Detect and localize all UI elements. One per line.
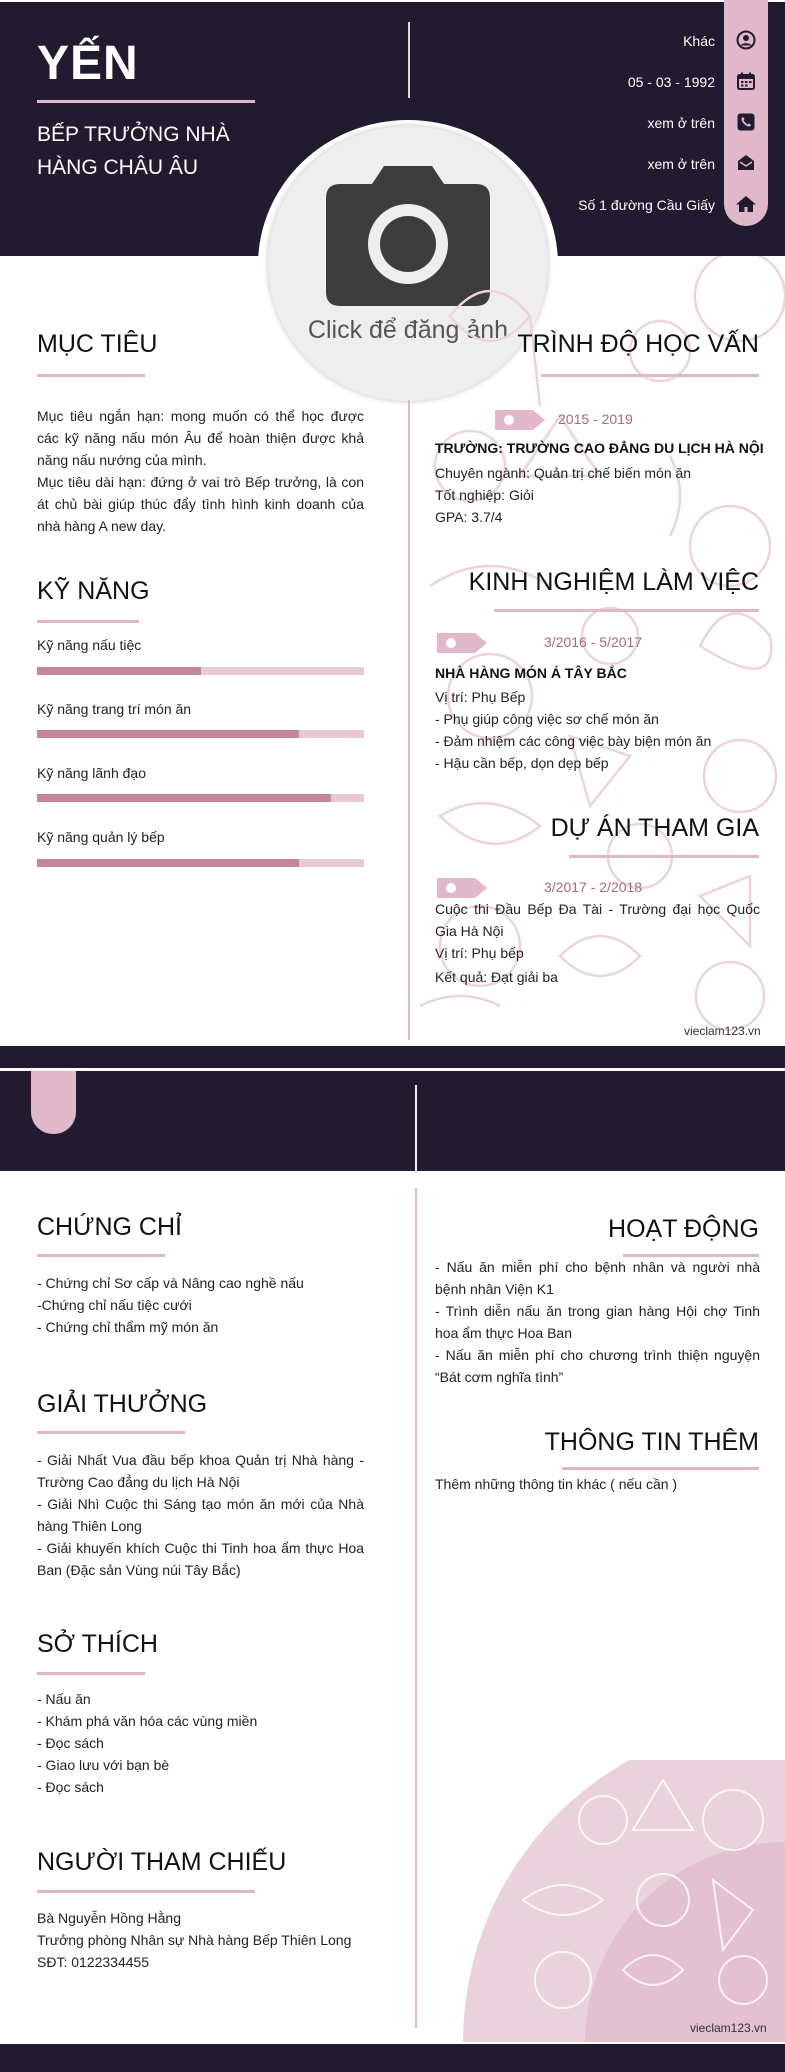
envelope-icon <box>733 150 759 176</box>
extra-info-text[interactable]: Thêm những thông tin khác ( nếu cần ) <box>435 1476 678 1492</box>
skill-bar[interactable] <box>37 859 364 867</box>
phone-text[interactable]: xem ở trên <box>647 115 715 131</box>
food-pattern-circle <box>463 1760 785 2042</box>
home-icon <box>733 191 759 217</box>
skill-bar[interactable] <box>37 667 364 675</box>
objective-long-term: Mục tiêu dài hạn: đứng ở vai trò Bếp trưởng, là con át chủ bài giúp thúc đẩy tình hình kinh doanh của nhà hàng A new day. <box>37 474 364 534</box>
activity-item: - Trình diễn nấu ăn trong gian hàng Hội chợ Tinh hoa ẩm thực Hoa Ban <box>435 1303 760 1341</box>
activity-item: - Nấu ăn miễn phí cho bệnh nhân và người nhà bệnh nhân Viện K1 <box>435 1259 760 1297</box>
education-gpa[interactable]: GPA: 3.7/4 <box>435 509 503 525</box>
experience-date[interactable]: 3/2016 - 5/2017 <box>544 634 643 650</box>
activities-heading[interactable]: HOẠT ĐỘNG <box>608 1215 759 1243</box>
page-2-header-band <box>0 1071 785 1171</box>
projects-heading-rule <box>569 855 759 858</box>
skill-label[interactable]: Kỹ năng quản lý bếp <box>37 829 165 845</box>
project-result[interactable]: Kết quả: Đạt giải ba <box>435 969 558 985</box>
skill-bar[interactable] <box>37 794 364 802</box>
certificate-item: -Chứng chỉ nấu tiệc cưới <box>37 1297 192 1313</box>
education-grade[interactable]: Tốt nghiệp: Giỏi <box>435 487 534 503</box>
experience-company[interactable]: NHÀ HÀNG MÓN Á TÂY BẮC <box>435 665 627 681</box>
skill-bar-fill <box>37 794 331 802</box>
certificate-item: - Chứng chỉ thẩm mỹ món ăn <box>37 1319 219 1335</box>
experience-heading-rule <box>494 609 759 612</box>
hobby-item: - Đọc sách <box>37 1779 104 1795</box>
address-text[interactable]: Số 1 đường Cầu Giấy <box>578 197 715 213</box>
hobby-item: - Khám phá văn hóa các vùng miền <box>37 1713 258 1729</box>
activities-list[interactable] <box>435 1256 760 1388</box>
hobbies-heading-rule <box>37 1672 145 1675</box>
education-date[interactable]: 2015 - 2019 <box>558 411 633 427</box>
user-circle-icon <box>733 27 759 53</box>
watermark: vieclam123.vn <box>684 1024 761 1038</box>
education-heading[interactable]: TRÌNH ĐỘ HỌC VẤN <box>517 330 759 358</box>
skill-label[interactable]: Kỹ năng lãnh đạo <box>37 765 146 781</box>
hobby-item: - Nấu ăn <box>37 1691 91 1707</box>
references-block[interactable] <box>37 1907 377 1973</box>
watermark: vieclam123.vn <box>690 2021 767 2035</box>
certificates-heading[interactable]: CHỨNG CHỈ <box>37 1213 182 1241</box>
objective-text[interactable] <box>37 405 364 537</box>
references-heading[interactable]: NGƯỜI THAM CHIẾU <box>37 1848 287 1876</box>
awards-list[interactable] <box>37 1449 364 1581</box>
phone-icon <box>733 109 759 135</box>
page-1-footer-band <box>0 1046 785 1068</box>
tag-marker-icon <box>437 633 487 653</box>
skills-heading[interactable]: KỸ NĂNG <box>37 577 150 605</box>
hobbies-heading[interactable]: SỞ THÍCH <box>37 1630 158 1658</box>
name-underline <box>37 100 255 103</box>
awards-heading-rule <box>37 1431 185 1434</box>
hobbies-list[interactable] <box>37 1688 364 1798</box>
award-item: - Giải Nhất Vua đầu bếp khoa Quản trị Nhà hàng - Trường Cao đẳng du lịch Hà Nội <box>37 1452 364 1490</box>
education-major[interactable]: Chuyên ngành: Quản trị chế biến món ăn <box>435 465 692 481</box>
references-heading-rule <box>37 1890 255 1893</box>
skill-bar-fill <box>37 667 201 675</box>
objective-short-term: Mục tiêu ngắn hạn: mong muốn có thể học được các kỹ năng nấu món Âu để hoàn thiện được khả năng nấu nướng của mình. <box>37 408 364 468</box>
candidate-name[interactable]: YẾN <box>37 37 139 90</box>
job-title[interactable] <box>37 118 277 184</box>
calendar-icon <box>733 68 759 94</box>
project-position[interactable]: Vị trí: Phụ bếp <box>435 945 524 961</box>
skill-label[interactable]: Kỹ năng nấu tiệc <box>37 637 142 653</box>
project-name[interactable]: Cuộc thi Đầu Bếp Đa Tài - Trường đại học Quốc Gia Hà Nội <box>435 901 760 939</box>
hobby-item: - Đọc sách <box>37 1735 104 1751</box>
project-date[interactable]: 3/2017 - 2/2018 <box>544 879 643 895</box>
avatar-upload-caption[interactable]: Click để đăng ảnh <box>307 316 509 344</box>
objective-heading-rule <box>37 374 145 377</box>
award-item: - Giải khuyến khích Cuộc thi Tinh hoa ẩm thực Hoa Ban (Đặc sản Vùng núi Tây Bắc) <box>37 1540 364 1578</box>
experience-duty[interactable]: - Đảm nhiệm các công việc bày biện món ăn <box>435 733 712 749</box>
extra-info-heading[interactable]: THÔNG TIN THÊM <box>544 1428 759 1456</box>
tag-marker-icon <box>495 410 545 430</box>
header-top-divider <box>0 0 785 2</box>
experience-duty[interactable]: - Phụ giúp công việc sơ chế món ăn <box>435 711 659 727</box>
objective-heading[interactable]: MỤC TIÊU <box>37 330 158 358</box>
job-title-line-1: BẾP TRƯỞNG NHÀ <box>37 123 230 146</box>
reference-title: Trưởng phòng Nhân sự Nhà hàng Bếp Thiên Long <box>37 1932 352 1948</box>
column-divider <box>408 400 410 1040</box>
skill-bar-fill <box>37 730 299 738</box>
birthday-text[interactable]: 05 - 03 - 1992 <box>627 74 715 90</box>
skill-label[interactable]: Kỹ năng trang trí món ăn <box>37 701 192 717</box>
hobby-item: - Giao lưu với bạn bè <box>37 1757 170 1773</box>
email-text[interactable]: xem ở trên <box>647 156 715 172</box>
experience-duty[interactable]: - Hậu cần bếp, dọn dẹp bếp <box>435 755 609 771</box>
education-school[interactable]: TRƯỜNG: TRƯỜNG CAO ĐẲNG DU LỊCH HÀ NỘI <box>435 440 764 456</box>
job-title-line-2: HÀNG CHÂU ÂU <box>37 156 199 179</box>
activity-item: - Nấu ăn miễn phí cho chương trình thiện nguyện “Bát cơm nghĩa tình” <box>435 1347 760 1385</box>
projects-heading[interactable]: DỰ ÁN THAM GIA <box>550 814 759 842</box>
reference-phone: SĐT: 0122334455 <box>37 1954 150 1970</box>
reference-name: Bà Nguyễn Hồng Hằng <box>37 1910 181 1926</box>
header-divider <box>408 22 410 98</box>
page-2-header-divider <box>415 1085 417 1171</box>
certificates-heading-rule <box>37 1254 165 1257</box>
award-item: - Giải Nhì Cuộc thi Sáng tạo món ăn mới của Nhà hàng Thiên Long <box>37 1496 364 1534</box>
skill-bar-fill <box>37 859 299 867</box>
tag-marker-icon <box>437 878 487 898</box>
page-2-header-tab <box>31 1071 76 1134</box>
skills-heading-rule <box>37 620 139 623</box>
awards-heading[interactable]: GIẢI THƯỞNG <box>37 1390 208 1418</box>
gender-text[interactable]: Khác <box>683 33 715 49</box>
experience-heading[interactable]: KINH NGHIỆM LÀM VIỆC <box>468 568 759 596</box>
skill-bar[interactable] <box>37 730 364 738</box>
page-2-footer-band <box>0 2044 785 2072</box>
extra-info-heading-rule <box>562 1467 759 1470</box>
education-heading-rule <box>541 374 759 377</box>
certificates-list[interactable] <box>37 1272 364 1338</box>
page-2-column-divider <box>415 1188 417 2028</box>
experience-position[interactable]: Vị trí: Phụ Bếp <box>435 689 526 705</box>
certificate-item: - Chứng chỉ Sơ cấp và Nâng cao nghề nấu <box>37 1275 304 1291</box>
